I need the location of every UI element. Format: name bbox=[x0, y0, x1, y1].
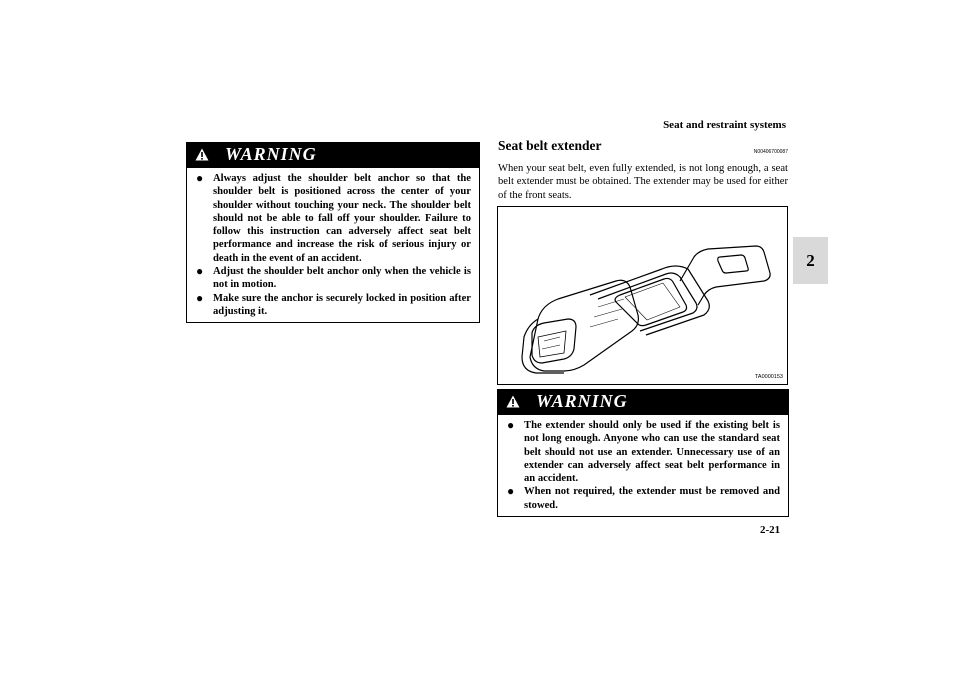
page-number: 2-21 bbox=[760, 524, 781, 536]
section-code: N00406700087 bbox=[753, 149, 788, 155]
chapter-number: 2 bbox=[806, 250, 815, 270]
warning-list bbox=[187, 168, 479, 322]
warning-triangle-icon bbox=[195, 148, 209, 161]
warning-title: WARNING bbox=[225, 144, 317, 164]
warning-item-text: When not required, the extender must be removed and stowed. bbox=[524, 486, 780, 511]
warning-item-text: Adjust the shoulder belt anchor only when the vehicle is not in motion. bbox=[213, 266, 471, 291]
bullet-icon: ● bbox=[196, 290, 204, 305]
bullet-icon: ● bbox=[507, 418, 515, 432]
warning-box-left bbox=[186, 142, 480, 323]
seat-belt-extender-figure bbox=[497, 206, 788, 385]
warning-item bbox=[506, 419, 780, 485]
bullet-icon: ● bbox=[196, 171, 204, 185]
bullet-icon: ● bbox=[196, 264, 204, 279]
warning-header bbox=[187, 143, 479, 168]
warning-header bbox=[498, 390, 788, 415]
warning-triangle-icon bbox=[506, 395, 520, 408]
section-body: When your seat belt, even fully extended, is not long enough, a seat belt extender must be obtained. The extender may be used for either of the front seats. bbox=[498, 163, 788, 201]
warning-item bbox=[506, 485, 780, 512]
warning-item bbox=[195, 292, 471, 319]
chapter-tab bbox=[793, 237, 828, 284]
warning-item-text: Always adjust the shoulder belt anchor so that the shoulder belt is positioned across the center of your shoulder without touching your neck. The shoulder belt should not be able to fall off your shoulder. Failure to follow this instruction can adversely affect seat belt performance and increase the risk of serious injury or death in the event of an accident. bbox=[213, 173, 471, 264]
seat-belt-extender-illustration bbox=[498, 207, 787, 384]
warning-item-text: Make sure the anchor is securely locked in position after adjusting it. bbox=[213, 292, 471, 317]
warning-title: WARNING bbox=[536, 391, 628, 411]
warning-item bbox=[195, 265, 471, 292]
section-heading: Seat belt extender bbox=[498, 138, 602, 153]
warning-list bbox=[498, 415, 788, 516]
warning-box-right bbox=[497, 389, 789, 517]
bullet-icon: ● bbox=[507, 484, 515, 499]
warning-item-text: The extender should only be used if the existing belt is not long enough. Anyone who can use the standard seat belt should not use an extender. Unnecessary use of an extender can adversely affect seat belt performance in an accident. bbox=[524, 420, 780, 485]
running-header: Seat and restraint systems bbox=[663, 119, 786, 131]
warning-item bbox=[195, 172, 471, 265]
figure-id: TA0000153 bbox=[754, 374, 783, 380]
